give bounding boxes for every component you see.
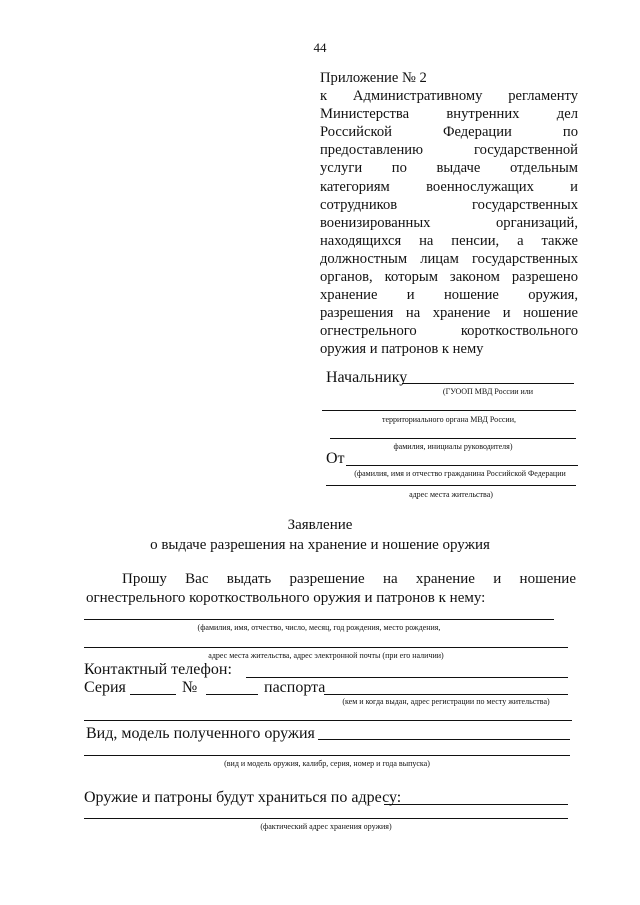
- appendix-line: хранение и ношение оружия,: [320, 287, 578, 304]
- number-label: №: [182, 679, 198, 696]
- appendix-line: должностным лицам государственных: [320, 250, 578, 267]
- chief-caption-2: территориального органа МВД России,: [381, 415, 516, 424]
- head-name-field-line[interactable]: [330, 438, 576, 439]
- applicant-caption: (фамилия, имя, отчество, число, месяц, год рождения, место рождения,: [197, 623, 441, 632]
- chief-caption-1: (ГУООП МВД России или: [442, 387, 534, 396]
- territorial-field-line[interactable]: [322, 410, 576, 411]
- from-field-line[interactable]: [346, 465, 578, 466]
- appendix-line: органов, которым законом разрешено: [320, 269, 578, 286]
- storage-extra-field-line[interactable]: [84, 818, 568, 819]
- from-caption-1: (фамилия, имя и отчество гражданина Российской Федерации: [354, 469, 566, 478]
- appendix-title: Приложение № 2: [320, 70, 427, 86]
- number-field-line[interactable]: [206, 694, 258, 695]
- chief-field-line[interactable]: [402, 383, 574, 384]
- phone-field-line[interactable]: [246, 677, 568, 678]
- appendix-line: предоставлению государственной: [320, 142, 578, 159]
- weapon-field-line[interactable]: [318, 739, 570, 740]
- weapon-extra-field-line[interactable]: [84, 755, 570, 756]
- page-number: 44: [313, 40, 327, 55]
- from-address-field-line[interactable]: [326, 485, 576, 486]
- appendix-line: огнестрельного короткоствольного: [320, 323, 578, 340]
- weapon-label: Вид, модель полученного оружия: [86, 725, 315, 742]
- series-field-line[interactable]: [130, 694, 176, 695]
- series-label: Серия: [84, 679, 126, 696]
- from-label: От: [326, 450, 345, 467]
- request-paragraph: [86, 570, 576, 608]
- appendix-line: военизированных организаций,: [320, 214, 578, 231]
- appendix-line: сотрудников государственных: [320, 196, 578, 213]
- storage-label: Оружие и патроны будут храниться по адресу:: [84, 789, 402, 806]
- appendix-line: находящихся на пенсии, а также: [320, 232, 578, 249]
- chief-label: Начальнику: [326, 369, 408, 386]
- applicant-name-field-line[interactable]: [84, 619, 554, 620]
- appendix-block: [320, 69, 578, 359]
- request-line-1: Прошу Вас выдать разрешение на хранение и ношение: [122, 571, 576, 587]
- applicant-address-field-line[interactable]: [84, 647, 568, 648]
- appendix-line: категориям военнослужащих и: [320, 178, 578, 195]
- passport-field-line[interactable]: [324, 694, 568, 695]
- document-title: Заявление: [287, 517, 353, 533]
- passport-extra-field-line[interactable]: [84, 720, 572, 721]
- address-caption: адрес места жительства, адрес электронной почты (при его наличии): [208, 651, 444, 660]
- from-caption-2: адрес места жительства): [409, 490, 493, 499]
- phone-label: Контактный телефон:: [84, 661, 232, 678]
- weapon-caption: (вид и модель оружия, калибр, серия, номер и года выпуска): [224, 759, 430, 768]
- document-subtitle: о выдаче разрешения на хранение и ношение оружия: [150, 537, 490, 553]
- chief-caption-3: фамилия, инициалы руководителя): [393, 442, 513, 451]
- appendix-line: Министерства внутренних дел: [320, 106, 578, 123]
- storage-field-line[interactable]: [384, 804, 568, 805]
- appendix-line: разрешения на хранение и ношение: [320, 305, 578, 322]
- request-line-2: огнестрельного короткоствольного оружия и патронов к нему:: [86, 590, 486, 606]
- passport-label: паспорта: [264, 679, 326, 696]
- storage-caption: (фактический адрес хранения оружия): [260, 822, 392, 831]
- appendix-line: Российской Федерации по: [320, 124, 578, 141]
- passport-caption: (кем и когда выдан, адрес регистрации по месту жительства): [342, 697, 550, 706]
- appendix-line: услуги по выдаче отдельным: [320, 160, 578, 177]
- appendix-line: оружия и патронов к нему: [320, 341, 484, 358]
- appendix-line: к Административному регламенту: [320, 88, 578, 105]
